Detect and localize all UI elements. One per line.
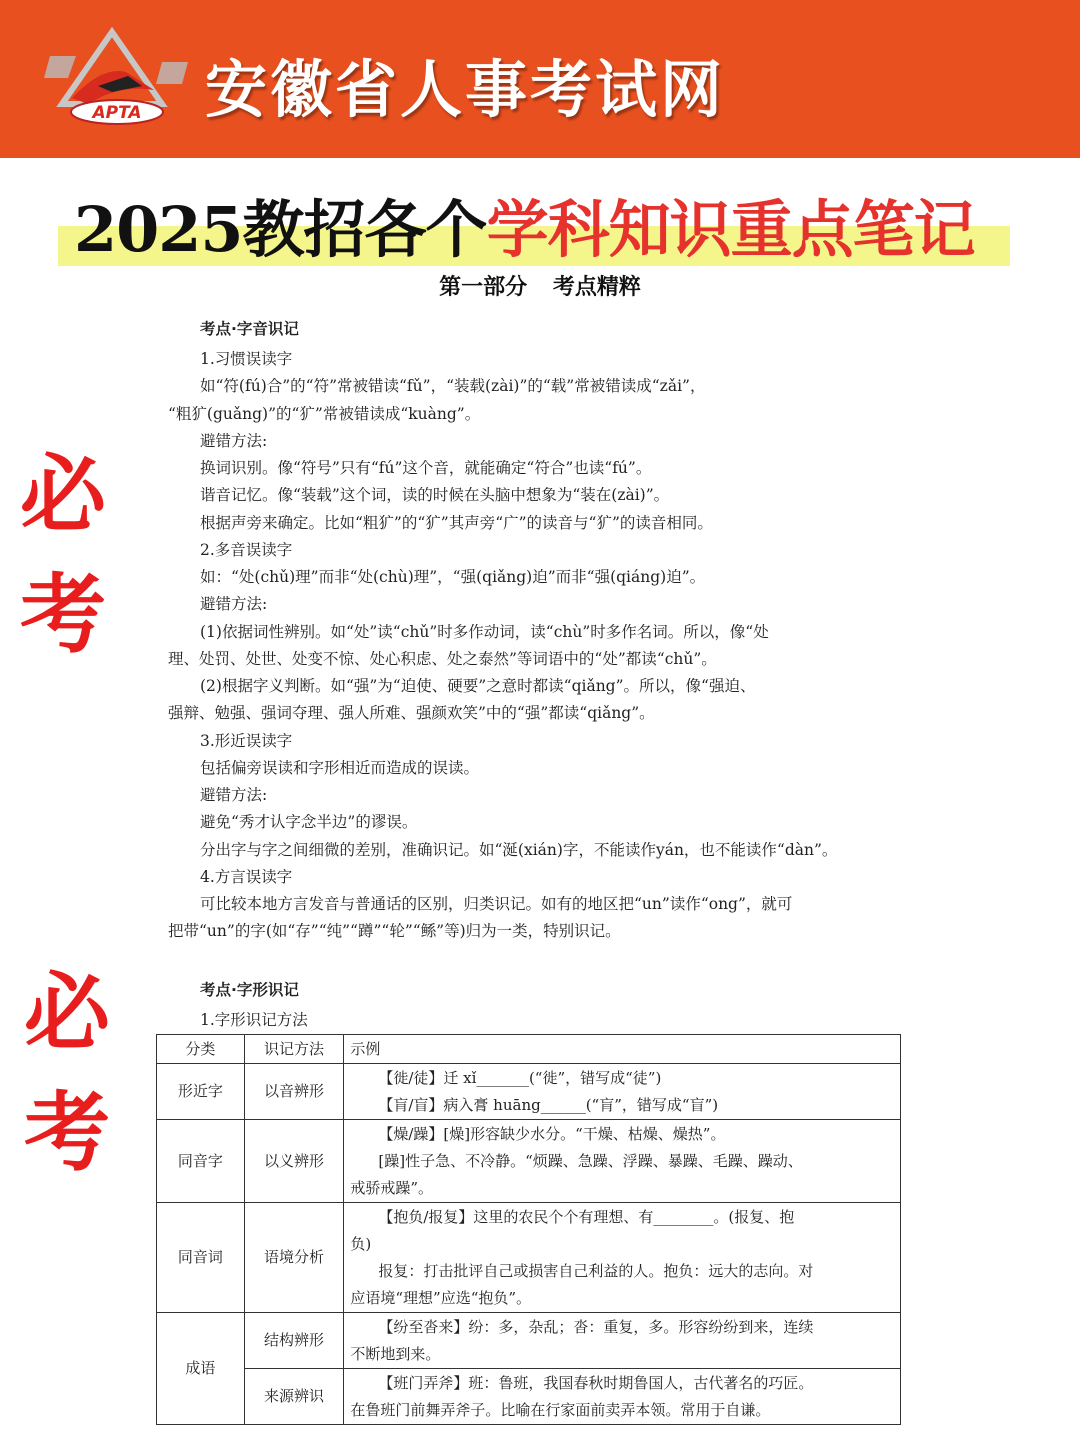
category-cell: 同音词 [157,1203,245,1313]
text-line: 避错方法: [200,595,268,613]
category-cell: 成语 [157,1313,245,1425]
table-header-cell: 示例 [344,1035,901,1064]
category-cell: 形近字 [157,1064,245,1120]
stamp-bi-2: 必 [24,963,110,1063]
text-line: 2.多音误读字 [200,541,293,559]
stamp-kao-2: 考 [24,1083,110,1183]
example-cell [344,1369,901,1425]
example-line: 【燥/躁】[燥]形容缺少水分。“干燥、枯燥、燥热”。 [378,1124,726,1143]
table-row [157,1120,901,1203]
text-line: 换词识别。像“符号”只有“fú”这个音，就能确定“符合”也读“fú”。 [200,459,652,477]
category-cell: 同音字 [157,1120,245,1203]
text-line: 包括偏旁误读和字形相近而造成的误读。 [200,759,480,777]
text-line: 避错方法: [200,786,268,804]
example-line: 在鲁班门前舞弄斧子。比喻在行家面前卖弄本领。常用于自谦。 [350,1400,771,1419]
method-cell: 以音辨形 [244,1064,344,1120]
header-banner [0,0,1080,158]
stamp-bi-1: 必 [20,445,106,545]
document-title [74,190,975,270]
table-header-row [157,1035,901,1064]
table-row [157,1203,901,1313]
text-line: 避错方法: [200,432,268,450]
text-line: 4.方言误读字 [200,868,293,886]
text-line: “粗犷(guǎng)”的“犷”常被错读成“kuàng”。 [168,405,481,423]
method-cell: 来源辨识 [244,1369,344,1425]
example-line: 应语境“理想”应选“抱负”。 [350,1288,532,1307]
example-line: 负) [350,1234,372,1253]
text-line: 1.习惯误读字 [200,350,293,368]
section-title: 第一部分 考点精粹 [439,275,641,300]
text-line: 谐音记忆。像“装载”这个词，读的时候在头脑中想象为“装在(zài)”。 [200,486,670,504]
table-header-cell: 识记方法 [244,1035,344,1064]
example-cell [344,1064,901,1120]
table-row [157,1369,901,1425]
site-name: 安徽省人事考试网 [205,53,726,126]
example-line: 【徙/徒】迁 xǐ_______(“徙”，错写成“徒”) [378,1068,662,1087]
text-line: 根据声旁来确定。比如“粗犷”的“犷”其声旁“广”的读音与“犷”的读音相同。 [200,514,713,532]
example-line: 报复：打击批评自己或损害自己利益的人。抱负：远大的志向。对 [378,1261,814,1280]
text-line: 可比较本地方言发音与普通话的区别，归类识记。如有的地区把“un”读作“ong”，就可 [200,895,793,913]
stamp-kao-1: 考 [20,565,106,665]
table-row [157,1064,901,1120]
text-line: 避免“秀才认字念半边”的谬误。 [200,813,418,831]
glyph-method-table [156,1034,901,1425]
text-line: 分出字与字之间细微的差别，准确识记。如“涎(xián)字，不能读作yán，也不能读作“dàn”。 [200,841,838,859]
method-cell: 以义辨形 [244,1120,344,1203]
example-cell [344,1313,901,1369]
apta-logo[interactable] [42,26,192,126]
example-line: 【抱负/报复】这里的农民个个有理想、有________。(报复、抱 [378,1207,795,1226]
text-line: 如“符(fú)合”的“符”常被错读“fǔ”，“装载(zài)”的“载”常被错读成“zǎi”， [200,377,706,395]
method-cell: 语境分析 [244,1203,344,1313]
title-part-2: 学科知识重点笔记 [486,193,975,266]
title-part-1: 2025教招各个 [74,193,487,266]
text-line: 理、处罚、处世、处变不惊、处心积虑、处之泰然”等词语中的“处”都读“chǔ”。 [168,650,717,668]
text-line: 把带“un”的字(如“存”“纯”“蹲”“轮”“鲧”等)归为一类，特别识记。 [168,922,621,940]
text-line: (2)根据字义判断。如“强”为“迫使、硬要”之意时都读“qiǎng”。所以，像“强迫、 [200,677,756,695]
table-row [157,1313,901,1369]
text-line: (1)依据词性辨别。如“处”读“chǔ”时多作动词，读“chù”时多作名词。所以，像“处 [200,623,769,641]
text-line: 强辩、勉强、强词夺理、强人所难、强颜欢笑”中的“强”都读“qiǎng”。 [168,704,655,722]
example-line: 【肓/盲】病入膏 huāng______(“肓”，错写成“盲”) [378,1095,719,1114]
logo-text: APTA [92,103,142,123]
glyph-heading: 考点·字形识记 [200,981,299,999]
text-line: 如：“处(chǔ)理”而非“处(chù)理”，“强(qiǎng)迫”而非“强(qiáng)迫”。 [200,568,706,586]
method-cell: 结构辨形 [244,1313,344,1369]
example-cell [344,1120,901,1203]
pronunciation-heading: 考点·字音识记 [200,320,299,338]
example-line: 【纷至沓来】纷：多，杂乱；沓：重复，多。形容纷纷到来，连续 [378,1317,814,1336]
example-line: 【班门弄斧】班：鲁班，我国春秋时期鲁国人，古代著名的巧匠。 [378,1373,814,1392]
glyph-subheading: 1.字形识记方法 [200,1011,308,1029]
table-header-cell: 分类 [157,1035,245,1064]
example-line: [躁]性子急、不冷静。“烦躁、急躁、浮躁、暴躁、毛躁、躁动、 [378,1151,803,1170]
text-line: 3.形近误读字 [200,732,293,750]
example-line: 戒骄戒躁”。 [350,1178,434,1197]
example-cell [344,1203,901,1313]
example-line: 不断地到来。 [350,1344,441,1363]
